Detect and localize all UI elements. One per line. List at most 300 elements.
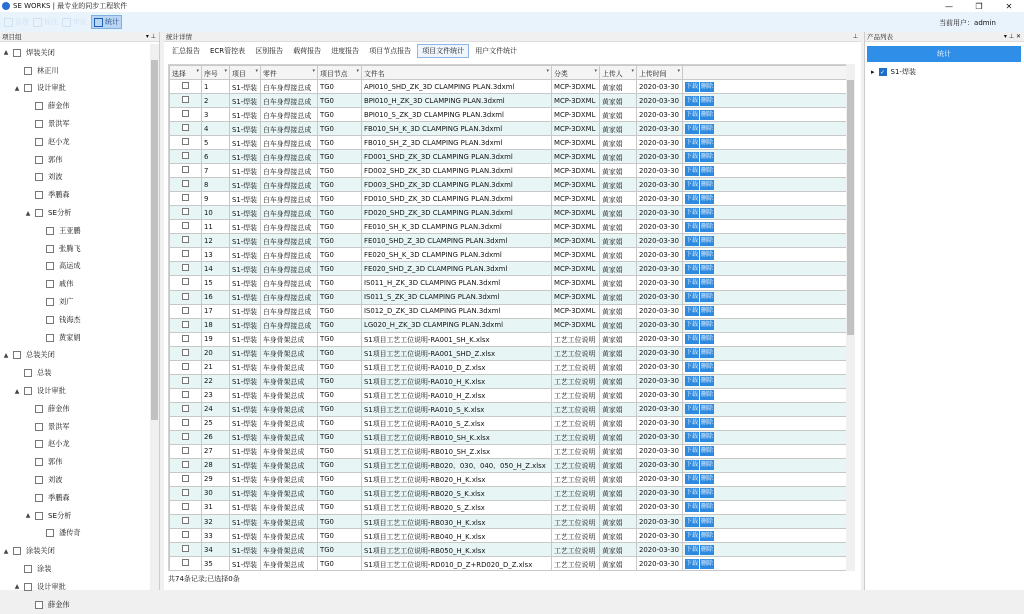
tree-node[interactable]	[0, 436, 150, 454]
download-button[interactable]: 下载	[686, 82, 699, 90]
table-row[interactable]	[170, 304, 849, 318]
title-bar	[0, 0, 1024, 12]
tree-node-label: 高运成	[59, 261, 81, 271]
row-checkbox[interactable]	[182, 517, 189, 524]
tree-checkbox[interactable]	[46, 334, 54, 342]
column-header[interactable]	[600, 66, 637, 80]
tree-node[interactable]	[0, 542, 150, 560]
delete-button[interactable]: 删除	[701, 82, 714, 90]
tree-checkbox[interactable]	[24, 67, 32, 75]
table-cell: 工艺工位说明	[552, 557, 600, 571]
download-button[interactable]: 下载	[686, 166, 699, 174]
column-filter-icon[interactable]: ▾	[196, 68, 199, 74]
row-actions-cell	[683, 178, 849, 192]
table-row[interactable]	[170, 262, 849, 276]
delete-button[interactable]: 删除	[701, 222, 714, 230]
row-checkbox[interactable]	[182, 250, 189, 257]
table-row[interactable]	[170, 360, 849, 374]
column-header[interactable]	[318, 66, 362, 80]
panel-pin-icon[interactable]: ⊥	[852, 33, 858, 40]
tree-node[interactable]	[0, 382, 150, 400]
table-row[interactable]	[170, 416, 849, 430]
delete-button[interactable]: 删除	[701, 475, 714, 483]
table-row[interactable]	[170, 290, 849, 304]
tree-node[interactable]	[0, 186, 150, 204]
table-row[interactable]	[170, 192, 849, 206]
row-checkbox[interactable]	[182, 447, 189, 454]
column-filter-icon[interactable]: ▾	[255, 68, 258, 74]
download-button[interactable]: 下载	[686, 559, 699, 567]
delete-button[interactable]: 删除	[701, 138, 714, 146]
tree-node[interactable]	[0, 275, 150, 293]
row-checkbox[interactable]	[182, 321, 189, 328]
table-cell: 2020-03-30	[637, 402, 683, 416]
table-row[interactable]	[170, 529, 849, 543]
tree-node[interactable]	[0, 364, 150, 382]
delete-button[interactable]: 删除	[701, 489, 714, 497]
tree-node[interactable]	[0, 222, 150, 240]
statistics-button[interactable]: 统计	[867, 46, 1021, 62]
row-checkbox[interactable]	[182, 278, 189, 285]
table-row[interactable]	[170, 94, 849, 108]
download-button[interactable]: 下载	[686, 124, 699, 132]
tree-node[interactable]	[0, 204, 150, 222]
collapse-arrow-icon[interactable]: ▲	[3, 49, 9, 57]
column-header[interactable]	[202, 66, 230, 80]
tree-checkbox[interactable]	[13, 351, 21, 359]
product-list-panel	[864, 32, 1024, 590]
table-cell: 白车身焊接总成	[261, 304, 318, 318]
delete-button[interactable]: 删除	[701, 194, 714, 202]
table-cell: 黄家娟	[600, 192, 637, 206]
delete-button[interactable]: 删除	[701, 363, 714, 371]
table-cell: S1-焊装	[230, 108, 261, 122]
table-cell: S1-焊装	[230, 402, 261, 416]
row-checkbox[interactable]	[182, 545, 189, 552]
tree-node[interactable]	[0, 507, 150, 525]
tree-checkbox[interactable]	[46, 245, 54, 253]
tree-checkbox[interactable]	[35, 423, 43, 431]
download-button[interactable]: 下载	[686, 208, 699, 216]
column-header[interactable]	[362, 66, 552, 80]
table-cell: 黄家娟	[600, 178, 637, 192]
row-checkbox[interactable]	[182, 307, 189, 314]
delete-button[interactable]: 删除	[701, 321, 714, 329]
tree-checkbox[interactable]	[35, 601, 43, 609]
tree-checkbox[interactable]	[46, 227, 54, 235]
table-cell: 白车身焊接总成	[261, 220, 318, 234]
tree-node[interactable]	[0, 578, 150, 596]
row-checkbox[interactable]	[182, 236, 189, 243]
delete-button[interactable]: 删除	[701, 461, 714, 469]
toolbar-approve-button[interactable]	[62, 17, 87, 27]
row-checkbox[interactable]	[182, 138, 189, 145]
delete-button[interactable]: 删除	[701, 391, 714, 399]
table-row[interactable]	[170, 220, 849, 234]
tree-checkbox[interactable]	[35, 440, 43, 448]
tree-node-label: 设计审批	[37, 83, 66, 93]
tree-node[interactable]	[0, 418, 150, 436]
close-button[interactable]: ✕	[1005, 1, 1013, 11]
download-button[interactable]: 下载	[686, 489, 699, 497]
tab-report-1[interactable]: ECR管控表	[210, 47, 246, 55]
download-button[interactable]: 下载	[686, 447, 699, 455]
download-button[interactable]: 下载	[686, 152, 699, 160]
tab-report-5[interactable]: 项目节点报告	[369, 47, 412, 55]
delete-button[interactable]: 删除	[701, 447, 714, 455]
scrollbar-thumb[interactable]	[847, 80, 854, 335]
column-filter-icon[interactable]: ▾	[546, 68, 549, 74]
delete-button[interactable]: 删除	[701, 517, 714, 525]
row-checkbox[interactable]	[182, 559, 189, 566]
column-header[interactable]	[637, 66, 683, 80]
collapse-arrow-icon[interactable]: ▲	[3, 547, 9, 555]
download-button[interactable]: 下载	[686, 377, 699, 385]
column-filter-icon[interactable]: ▾	[677, 68, 680, 74]
delete-button[interactable]: 删除	[701, 503, 714, 511]
table-row[interactable]	[170, 472, 849, 486]
table-row[interactable]	[170, 178, 849, 192]
panel-pin-icon[interactable]: ▾ ⊥ ✕	[1003, 33, 1021, 40]
table-cell: LG020_H_ZK_3D CLAMPING PLAN.3dxml	[362, 318, 552, 332]
tree-checkbox[interactable]	[46, 298, 54, 306]
tree-node[interactable]	[0, 471, 150, 489]
delete-button[interactable]: 删除	[701, 124, 714, 132]
tree-node[interactable]	[0, 151, 150, 169]
row-select-cell	[170, 332, 202, 346]
tree-node[interactable]	[0, 329, 150, 347]
tree-node[interactable]	[0, 453, 150, 471]
row-checkbox[interactable]	[182, 110, 189, 117]
tree-checkbox[interactable]	[35, 156, 43, 164]
delete-button[interactable]: 删除	[701, 293, 714, 301]
collapse-arrow-icon[interactable]: ▲	[14, 583, 20, 591]
download-button[interactable]: 下载	[686, 138, 699, 146]
expand-arrow-icon[interactable]: ▸	[871, 68, 875, 76]
row-checkbox[interactable]	[182, 293, 189, 300]
download-button[interactable]: 下载	[686, 503, 699, 511]
table-cell: 2020-03-30	[637, 346, 683, 360]
table-cell: 2020-03-30	[637, 430, 683, 444]
delete-button[interactable]: 删除	[701, 264, 714, 272]
table-row[interactable]	[170, 500, 849, 514]
tree-node[interactable]	[0, 62, 150, 80]
table-cell: 2020-03-30	[637, 444, 683, 458]
tree-checkbox[interactable]	[46, 529, 54, 537]
delete-button[interactable]: 删除	[701, 335, 714, 343]
table-row[interactable]	[170, 122, 849, 136]
table-row[interactable]	[170, 318, 849, 332]
table-cell: S1-焊装	[230, 220, 261, 234]
delete-button[interactable]: 删除	[701, 419, 714, 427]
table-row[interactable]	[170, 374, 849, 388]
download-button[interactable]: 下载	[686, 264, 699, 272]
toolbar-statistics-button[interactable]	[91, 15, 122, 29]
tree-checkbox[interactable]	[24, 565, 32, 573]
tree-checkbox[interactable]	[46, 262, 54, 270]
tree-node[interactable]	[0, 169, 150, 187]
row-select-cell	[170, 486, 202, 500]
row-checkbox[interactable]	[182, 124, 189, 131]
table-cell: TG0	[318, 220, 362, 234]
table-row[interactable]	[170, 136, 849, 150]
delete-button[interactable]: 删除	[701, 278, 714, 286]
table-row[interactable]	[170, 402, 849, 416]
column-filter-icon[interactable]: ▾	[224, 68, 227, 74]
table-scrollbar[interactable]	[846, 64, 855, 571]
tab-report-3[interactable]: 载荷报告	[293, 47, 322, 55]
row-checkbox[interactable]	[182, 489, 189, 496]
download-button[interactable]: 下载	[686, 349, 699, 357]
download-button[interactable]: 下载	[686, 236, 699, 244]
column-filter-icon[interactable]: ▾	[312, 68, 315, 74]
download-button[interactable]: 下载	[686, 250, 699, 258]
table-cell: MCP-3DXML	[552, 248, 600, 262]
delete-button[interactable]: 删除	[701, 531, 714, 539]
project-tree-scrollbar[interactable]	[150, 44, 159, 590]
table-cell: MCP-3DXML	[552, 80, 600, 94]
delete-button[interactable]: 删除	[701, 236, 714, 244]
row-checkbox[interactable]	[182, 503, 189, 510]
checkbox-checked-icon[interactable]: ✓	[880, 68, 886, 76]
tree-checkbox[interactable]	[35, 512, 43, 520]
table-cell: 黄家娟	[600, 248, 637, 262]
tree-node[interactable]	[0, 311, 150, 329]
table-row[interactable]	[170, 444, 849, 458]
row-checkbox[interactable]	[182, 377, 189, 384]
tab-report-2[interactable]: 区别报告	[255, 47, 284, 55]
delete-button[interactable]: 删除	[701, 152, 714, 160]
download-button[interactable]: 下载	[686, 180, 699, 188]
delete-button[interactable]: 删除	[701, 405, 714, 413]
collapse-arrow-icon[interactable]: ▲	[25, 209, 31, 217]
table-row[interactable]	[170, 80, 849, 94]
table-cell: S1项目工艺工位说明-RB050_H_K.xlsx	[362, 543, 552, 557]
tree-node[interactable]	[0, 115, 150, 133]
download-button[interactable]: 下载	[686, 194, 699, 202]
tree-node[interactable]	[0, 258, 150, 276]
table-cell: 2020-03-30	[637, 290, 683, 304]
download-button[interactable]: 下载	[686, 307, 699, 315]
delete-button[interactable]: 删除	[701, 433, 714, 441]
table-cell: S1-焊装	[230, 206, 261, 220]
delete-button[interactable]: 删除	[701, 377, 714, 385]
table-row[interactable]	[170, 164, 849, 178]
row-checkbox[interactable]	[182, 264, 189, 271]
delete-button[interactable]: 删除	[701, 307, 714, 315]
column-header[interactable]	[683, 66, 849, 80]
tree-checkbox[interactable]	[35, 458, 43, 466]
tree-node[interactable]	[0, 400, 150, 418]
table-row[interactable]	[170, 108, 849, 122]
row-checkbox[interactable]	[182, 335, 189, 342]
download-button[interactable]: 下载	[686, 278, 699, 286]
column-header[interactable]	[552, 66, 600, 80]
table-cell: 6	[202, 150, 230, 164]
row-checkbox[interactable]	[182, 208, 189, 215]
table-row[interactable]	[170, 486, 849, 500]
row-checkbox[interactable]	[182, 419, 189, 426]
table-header-row	[170, 66, 849, 80]
download-button[interactable]: 下载	[686, 405, 699, 413]
row-checkbox[interactable]	[182, 391, 189, 398]
row-checkbox[interactable]	[182, 194, 189, 201]
tree-checkbox[interactable]	[35, 173, 43, 181]
download-button[interactable]: 下载	[686, 321, 699, 329]
row-checkbox[interactable]	[182, 405, 189, 412]
tab-report-0[interactable]: 汇总报告	[172, 47, 200, 55]
row-checkbox[interactable]	[182, 152, 189, 159]
download-button[interactable]: 下载	[686, 335, 699, 343]
table-cell: 2020-03-30	[637, 416, 683, 430]
tree-checkbox[interactable]	[46, 316, 54, 324]
tree-checkbox[interactable]	[13, 49, 21, 57]
product-tree-item[interactable]	[871, 67, 916, 77]
row-checkbox[interactable]	[182, 180, 189, 187]
tree-checkbox[interactable]	[35, 209, 43, 217]
download-button[interactable]: 下载	[686, 419, 699, 427]
download-button[interactable]: 下载	[686, 517, 699, 525]
tree-checkbox[interactable]	[35, 191, 43, 199]
tree-node-label: 钱海杰	[59, 314, 81, 324]
tree-node[interactable]	[0, 44, 150, 62]
tree-checkbox[interactable]	[24, 387, 32, 395]
table-cell: S1-焊装	[230, 458, 261, 472]
table-cell: S1-焊装	[230, 318, 261, 332]
table-row[interactable]	[170, 557, 849, 571]
row-checkbox[interactable]	[182, 461, 189, 468]
delete-button[interactable]: 删除	[701, 166, 714, 174]
table-row[interactable]	[170, 234, 849, 248]
column-filter-icon[interactable]: ▾	[594, 68, 597, 74]
panel-pin-icon[interactable]: ▾ ⊥	[145, 33, 156, 40]
toolbar-manage-button[interactable]	[4, 17, 29, 27]
download-button[interactable]: 下载	[686, 475, 699, 483]
tab-report-4[interactable]: 进度报告	[331, 47, 360, 55]
tree-node[interactable]	[0, 240, 150, 258]
row-checkbox[interactable]	[182, 349, 189, 356]
table-cell: 黄家娟	[600, 122, 637, 136]
tree-checkbox[interactable]	[24, 84, 32, 92]
tree-checkbox[interactable]	[35, 102, 43, 110]
delete-button[interactable]: 删除	[701, 545, 714, 553]
tree-node[interactable]	[0, 525, 150, 543]
column-header[interactable]	[230, 66, 261, 80]
table-cell: S1-焊装	[230, 500, 261, 514]
tree-checkbox[interactable]	[35, 120, 43, 128]
table-row[interactable]	[170, 248, 849, 262]
row-checkbox[interactable]	[182, 82, 189, 89]
collapse-arrow-icon[interactable]: ▲	[25, 512, 31, 520]
table-row[interactable]	[170, 206, 849, 220]
table-cell: 3	[202, 108, 230, 122]
minimize-button[interactable]: —	[945, 1, 953, 11]
table-row[interactable]	[170, 332, 849, 346]
tree-node[interactable]	[0, 97, 150, 115]
row-checkbox[interactable]	[182, 363, 189, 370]
delete-button[interactable]: 删除	[701, 349, 714, 357]
tree-checkbox[interactable]	[46, 280, 54, 288]
download-button[interactable]: 下载	[686, 222, 699, 230]
delete-button[interactable]: 删除	[701, 559, 714, 567]
download-button[interactable]: 下载	[686, 461, 699, 469]
table-cell: 白车身焊接总成	[261, 262, 318, 276]
table-row[interactable]	[170, 276, 849, 290]
table-row[interactable]	[170, 150, 849, 164]
table-row[interactable]	[170, 543, 849, 557]
delete-button[interactable]: 删除	[701, 96, 714, 104]
tree-checkbox[interactable]	[35, 405, 43, 413]
tree-node[interactable]	[0, 347, 150, 365]
table-row[interactable]	[170, 515, 849, 529]
delete-button[interactable]: 删除	[701, 180, 714, 188]
tree-checkbox[interactable]	[24, 369, 32, 377]
table-cell: 黄家娟	[600, 318, 637, 332]
download-button[interactable]: 下载	[686, 531, 699, 539]
table-row[interactable]	[170, 430, 849, 444]
delete-button[interactable]: 删除	[701, 208, 714, 216]
tree-checkbox[interactable]	[35, 494, 43, 502]
download-button[interactable]: 下载	[686, 110, 699, 118]
tree-checkbox[interactable]	[24, 583, 32, 591]
tree-checkbox[interactable]	[35, 476, 43, 484]
column-header[interactable]	[261, 66, 318, 80]
column-filter-icon[interactable]: ▾	[356, 68, 359, 74]
tab-report-6[interactable]: 项目文件统计	[417, 44, 469, 58]
collapse-arrow-icon[interactable]: ▲	[14, 84, 20, 92]
tab-report-7[interactable]: 用户文件统计	[475, 47, 518, 55]
table-row[interactable]	[170, 458, 849, 472]
scrollbar-thumb[interactable]	[151, 60, 158, 420]
delete-button[interactable]: 删除	[701, 110, 714, 118]
row-checkbox[interactable]	[182, 222, 189, 229]
row-checkbox[interactable]	[182, 433, 189, 440]
column-header[interactable]	[170, 66, 202, 80]
tree-node[interactable]	[0, 560, 150, 578]
row-checkbox[interactable]	[182, 475, 189, 482]
toolbar-annotate-button[interactable]	[33, 17, 58, 27]
download-button[interactable]: 下载	[686, 363, 699, 371]
tree-checkbox[interactable]	[13, 547, 21, 555]
download-button[interactable]: 下载	[686, 96, 699, 104]
tree-node[interactable]	[0, 293, 150, 311]
row-checkbox[interactable]	[182, 96, 189, 103]
table-cell: 车身骨架总成	[261, 557, 318, 571]
collapse-arrow-icon[interactable]: ▲	[3, 351, 9, 359]
table-row[interactable]	[170, 388, 849, 402]
download-button[interactable]: 下载	[686, 391, 699, 399]
table-row[interactable]	[170, 346, 849, 360]
row-checkbox[interactable]	[182, 166, 189, 173]
tree-node[interactable]	[0, 596, 150, 614]
collapse-arrow-icon[interactable]: ▲	[14, 387, 20, 395]
table-cell: TG0	[318, 529, 362, 543]
tree-checkbox[interactable]	[35, 138, 43, 146]
download-button[interactable]: 下载	[686, 293, 699, 301]
tree-node[interactable]	[0, 80, 150, 98]
maximize-button[interactable]: ❐	[975, 1, 983, 11]
download-button[interactable]: 下载	[686, 545, 699, 553]
table-cell: TG0	[318, 374, 362, 388]
delete-button[interactable]: 删除	[701, 250, 714, 258]
table-cell: FE020_SHD_Z_3D CLAMPING PLAN.3dxml	[362, 262, 552, 276]
row-checkbox[interactable]	[182, 531, 189, 538]
column-filter-icon[interactable]: ▾	[631, 68, 634, 74]
tree-node[interactable]	[0, 133, 150, 151]
table-cell: 工艺工位说明	[552, 402, 600, 416]
download-button[interactable]: 下载	[686, 433, 699, 441]
tree-node[interactable]	[0, 489, 150, 507]
